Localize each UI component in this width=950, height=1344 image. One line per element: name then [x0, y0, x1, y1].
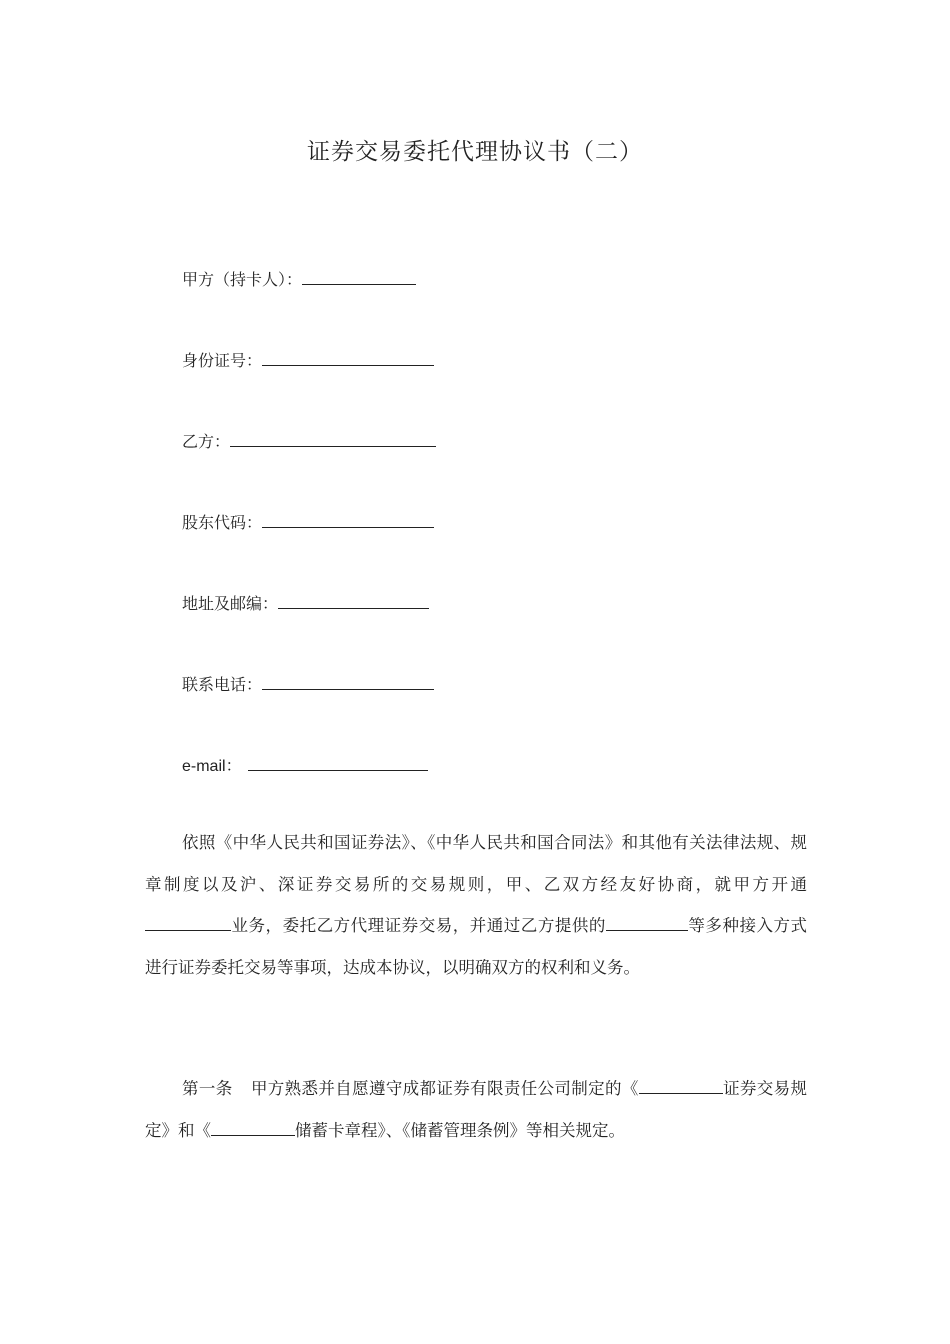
article-text: 证券交易规定》和《 — [145, 1079, 807, 1140]
field-label: 地址及邮编： — [182, 594, 279, 613]
field-email — [182, 752, 428, 779]
article-text: 甲方熟悉并自愿遵守成都证券有限责任公司制定的《 — [250, 1079, 639, 1098]
preamble-paragraph — [145, 822, 807, 988]
fill-in-blank — [248, 752, 428, 771]
field-label: 股东代码： — [182, 513, 263, 532]
preamble-text: 等多种接入方式进行证券委托交易等事项，达成本协议，以明确双方的权利和义务。 — [145, 916, 808, 977]
field-party-b — [182, 428, 436, 454]
preamble-text: 业务，委托乙方代理证券交易，并通过乙方提供的 — [231, 916, 606, 935]
preamble-text: 依照《中华人民共和国证券法》、《中华人民共和国合同法》和其他有关法律法规、规章制度以及沪、深证券交易所的交易规则，甲、乙双方经友好协商，就甲方开通 — [145, 833, 807, 894]
field-id-number — [182, 347, 434, 373]
fill-in-blank — [278, 590, 429, 609]
article-heading: 第一条 — [182, 1079, 233, 1098]
fill-in-blank — [262, 509, 434, 528]
fill-in-blank — [230, 428, 436, 447]
field-label: e-mail： — [182, 758, 242, 775]
field-phone — [182, 671, 434, 697]
field-label: 甲方（持卡人）： — [182, 270, 303, 289]
fill-in-blank — [262, 671, 434, 690]
field-label: 联系电话： — [182, 675, 263, 694]
field-label: 乙方： — [182, 432, 231, 451]
fill-in-blank — [262, 347, 434, 366]
article-1-paragraph — [145, 1068, 807, 1151]
document-title: 证券交易委托代理协议书（二） — [307, 139, 643, 165]
fill-in-blank — [145, 912, 231, 931]
fill-in-blank — [639, 1075, 723, 1094]
field-shareholder-code — [182, 509, 434, 535]
fill-in-blank — [211, 1117, 295, 1136]
field-label: 身份证号： — [182, 351, 263, 370]
fill-in-blank — [606, 912, 688, 931]
field-address-postcode — [182, 590, 429, 616]
field-party-a — [182, 266, 416, 292]
fill-in-blank — [302, 266, 416, 285]
article-text: 储蓄卡章程》、《储蓄管理条例》等相关规定。 — [295, 1120, 625, 1140]
